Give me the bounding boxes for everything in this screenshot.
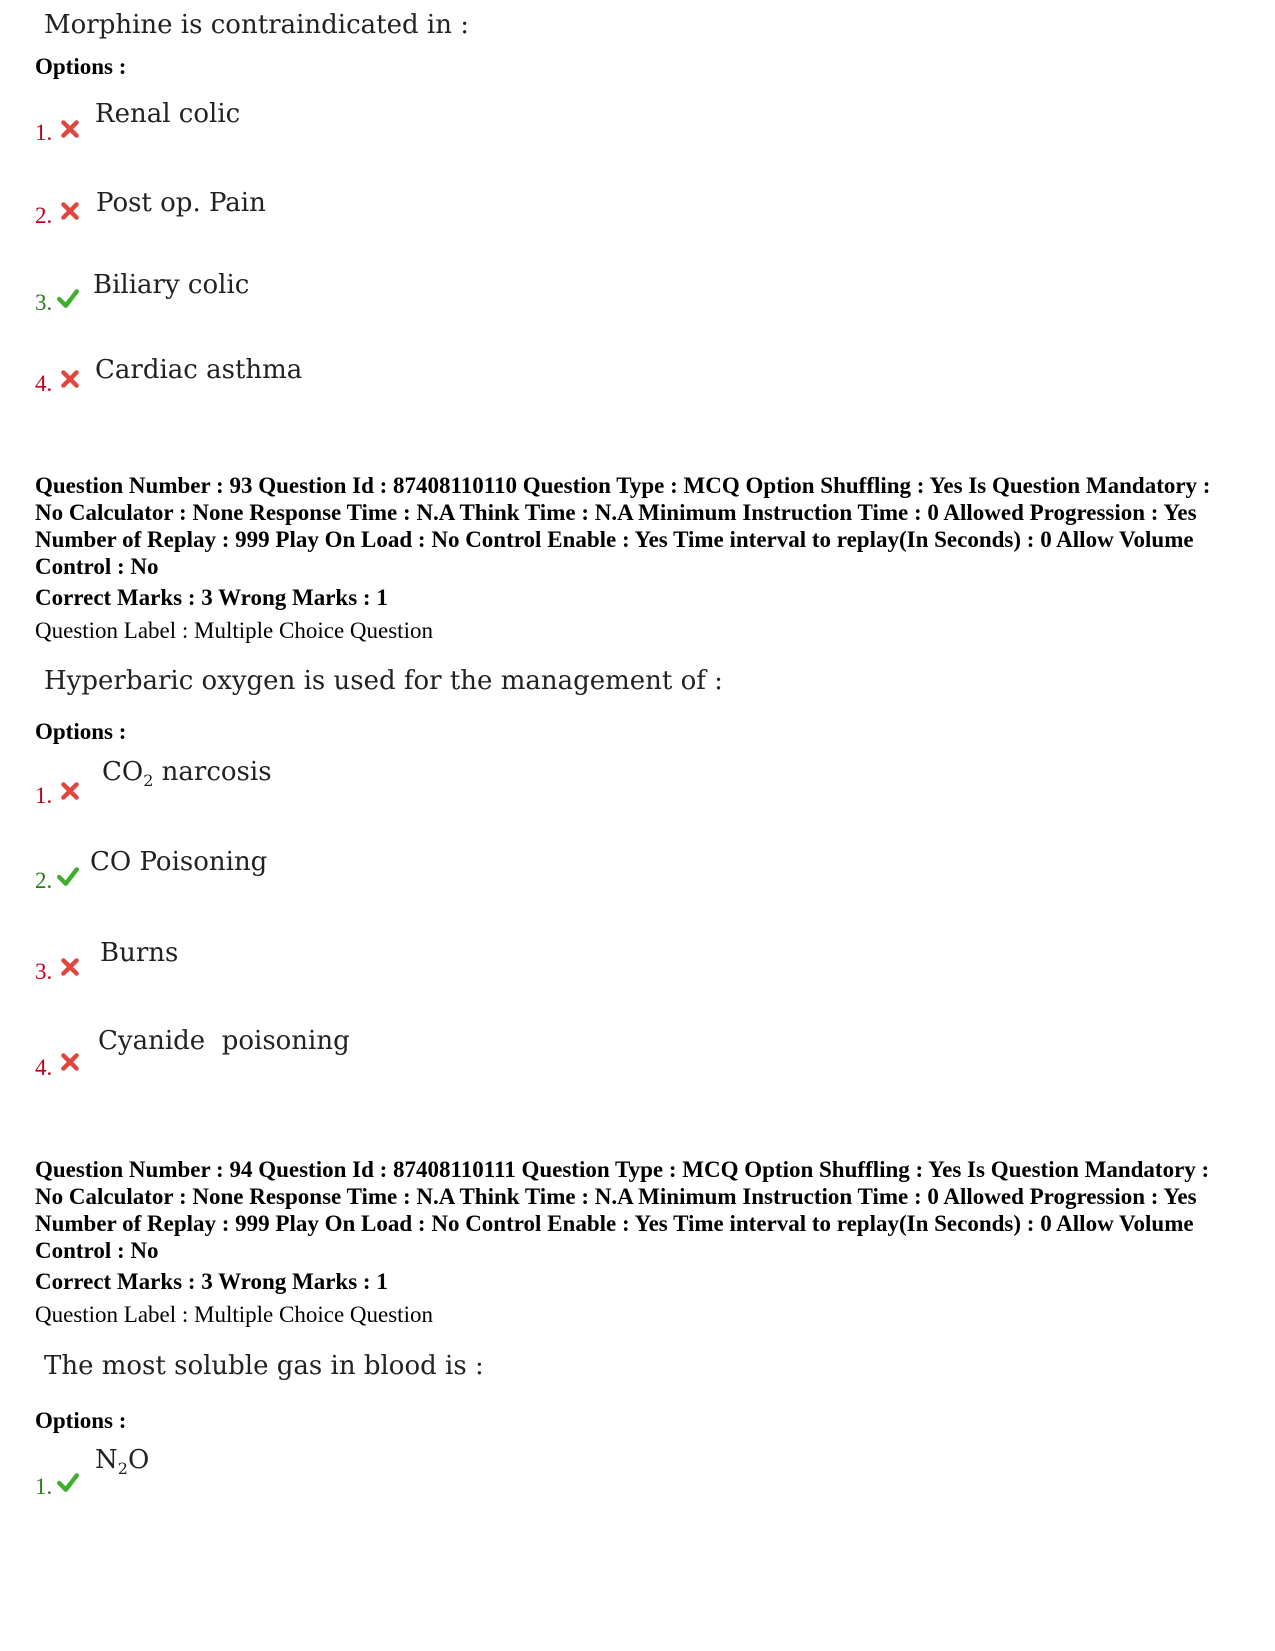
cross-icon bbox=[59, 1051, 81, 1073]
option-number: 2. bbox=[35, 203, 53, 228]
option-number: 1. bbox=[35, 783, 53, 808]
option-text: Biliary colic bbox=[93, 270, 250, 300]
question-marks: Correct Marks : 3 Wrong Marks : 1 bbox=[35, 1269, 388, 1294]
options-heading: Options : bbox=[35, 54, 127, 79]
question-marks: Correct Marks : 3 Wrong Marks : 1 bbox=[35, 585, 388, 610]
cross-icon bbox=[59, 956, 81, 978]
question-label: Question Label : Multiple Choice Question bbox=[35, 1302, 433, 1327]
option-text: Burns bbox=[100, 938, 179, 968]
options-heading: Options : bbox=[35, 719, 127, 744]
question-text: Morphine is contraindicated in : bbox=[44, 10, 469, 40]
option-text: $CO_2$ narcosis bbox=[102, 757, 272, 791]
option-number: 4. bbox=[35, 371, 53, 396]
option-text: $N_2O$ bbox=[95, 1445, 150, 1479]
option-text: Renal colic bbox=[95, 99, 241, 129]
question-text: The most soluble gas in blood is : bbox=[44, 1351, 484, 1381]
option-text: Post op. Pain bbox=[96, 188, 266, 218]
option-number: 4. bbox=[35, 1055, 53, 1080]
option-number: 2. bbox=[35, 868, 53, 893]
check-icon bbox=[57, 1471, 79, 1493]
cross-icon bbox=[59, 200, 81, 222]
check-icon bbox=[57, 287, 79, 309]
cross-icon bbox=[59, 780, 81, 802]
option-number: 3. bbox=[35, 959, 53, 984]
option-text: CO Poisoning bbox=[90, 847, 268, 877]
question-text: Hyperbaric oxygen is used for the management of : bbox=[44, 666, 723, 696]
check-icon bbox=[57, 865, 79, 887]
cross-icon bbox=[59, 368, 81, 390]
cross-icon bbox=[59, 118, 81, 140]
option-number: 1. bbox=[35, 120, 53, 145]
option-number: 3. bbox=[35, 290, 53, 315]
option-text: Cardiac asthma bbox=[95, 355, 303, 385]
question-meta: Question Number : 94 Question Id : 87408110111 Question Type : MCQ Option Shuffling : Yes Is Question Mandatory : No Calculator : None Response Time : N.A Think Time : N.A Minimum Instruction Time : 0 Allowed Progression : Yes Number of Replay : 999 Play On Load : No Control Enable : Yes Time interval to replay(In Seconds) : 0 Allow Volume Control : No bbox=[35, 1157, 1210, 1263]
question-label: Question Label : Multiple Choice Question bbox=[35, 618, 433, 643]
option-number: 1. bbox=[35, 1474, 53, 1499]
question-meta: Question Number : 93 Question Id : 87408110110 Question Type : MCQ Option Shuffling : Yes Is Question Mandatory : No Calculator : None Response Time : N.A Think Time : N.A Minimum Instruction Time : 0 Allowed Progression : Yes Number of Replay : 999 Play On Load : No Control Enable : Yes Time interval to replay(In Seconds) : 0 Allow Volume Control : No bbox=[35, 473, 1211, 579]
options-heading: Options : bbox=[35, 1408, 127, 1433]
option-text: Cyanide poisoning bbox=[98, 1026, 350, 1056]
